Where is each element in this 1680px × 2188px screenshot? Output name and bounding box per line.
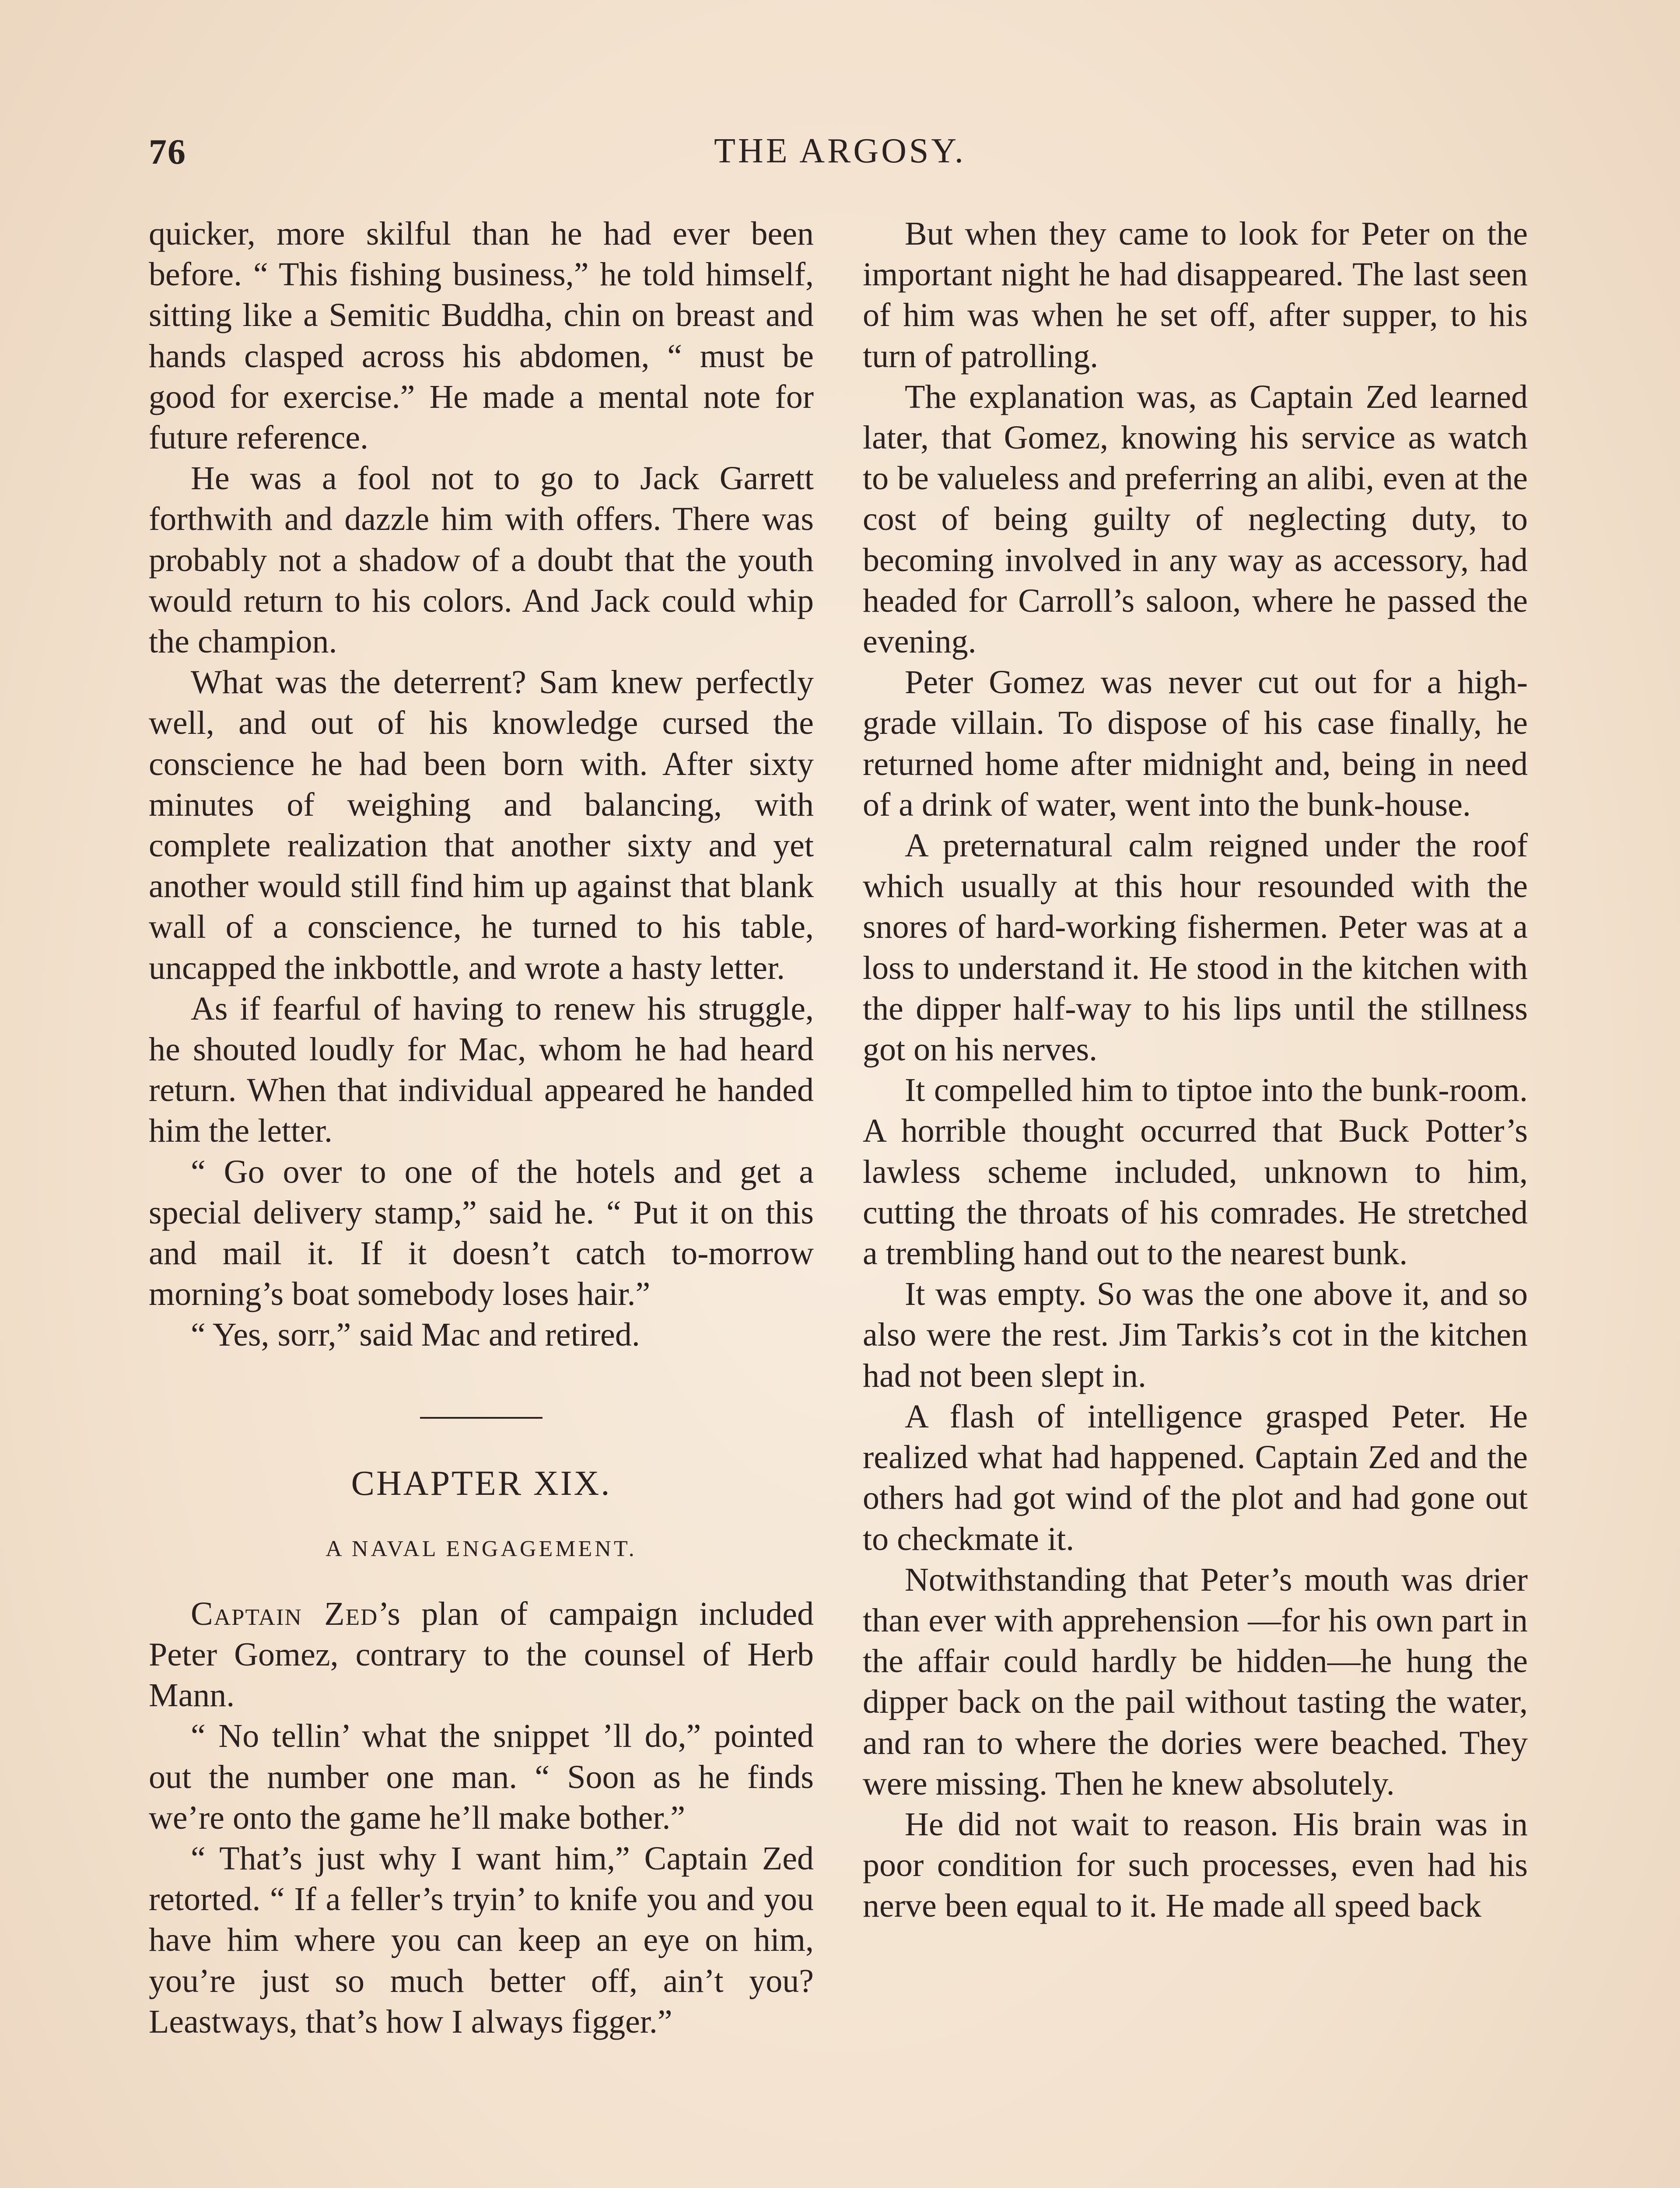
running-title: THE ARGOSY. (714, 132, 966, 170)
right-paragraph-1: But when they came to look for Peter on the important night he had disappeared. The last seen of him was when he set off, after supper, to his turn of patrolling. (863, 215, 1528, 375)
right-paragraph-9: He did not wait to reason. His brain was in poor condition for such processes, even had his nerve been equal to it. He made all speed back (863, 1806, 1528, 1925)
left-paragraph-1: quicker, more skilful than he had ever been before. “ This fishing business,” he told himself, sitting like a Semitic Buddha, chin on breast and hands clasped across his abdomen, “ must be good for exercise.” He made a mental note for future reference. (149, 215, 814, 456)
chapter-lead-words: Captain Zed (191, 1595, 378, 1632)
left-column (149, 214, 814, 2042)
page-header (149, 131, 1531, 179)
right-paragraph-7: A flash of intelligence grasped Peter. He realized what had happened. Captain Zed and the others had got wind of the plot and had gone out to checkmate it. (863, 1398, 1528, 1557)
chapter-title: CHAPTER XIX. (351, 1464, 612, 1503)
right-paragraph-5: It compelled him to tiptoe into the bunk-room. A horrible thought occurred that Buck Potter’s lawless scheme included, unknown to him, cutting the throats of his comrades. He stretched a trembling hand out to the nearest bunk. (863, 1072, 1528, 1272)
right-paragraph-3: Peter Gomez was never cut out for a high-grade villain. To dispose of his case finally, he returned home after midnight and, being in need of a drink of water, went into the bunk-house. (863, 664, 1528, 823)
right-paragraph-8: Notwithstanding that Peter’s mouth was drier than ever with apprehension —for his own part in the affair could hardly be hidden—he hung the dipper back on the pail without tasting the water, and ran to where the dories were beached. They were missing. Then he knew absolutely. (863, 1561, 1528, 1802)
left-paragraph-4: As if fearful of having to renew his struggle, he shouted loudly for Mac, whom he had heard return. When that individual appeared he handed him the letter. (149, 990, 814, 1150)
right-column (863, 214, 1528, 1927)
right-paragraph-2: The explanation was, as Captain Zed learned later, that Gomez, knowing his service as watch to be valueless and preferring an alibi, even at the cost of being guilty of neglecting duty, to becoming involved in any way as accessory, had headed for Carroll’s saloon, where he passed the evening. (863, 378, 1528, 660)
section-divider (420, 1417, 542, 1419)
left-paragraph-3: What was the deterrent? Sam knew perfectly well, and out of his knowledge cursed the conscience he had been born with. After sixty minutes of weighing and balancing, with complete realization that another sixty and yet another would still find him up against that blank wall of a conscience, he turned to his table, uncapped the inkbottle, and wrote a hasty letter. (149, 664, 814, 986)
chapter-subtitle: A NAVAL ENGAGEMENT. (326, 1536, 637, 1561)
left-paragraph-5: “ Go over to one of the hotels and get a special delivery stamp,” said he. “ Put it on this and mail it. If it doesn’t catch to-morrow morning’s boat somebody loses hair.” (149, 1153, 814, 1313)
left-paragraph-9: “ That’s just why I want him,” Captain Zed retorted. “ If a feller’s tryin’ to knife you and you have him where you can keep an eye on him, you’re just so much better off, ain’t you? Leastways, that’s how I always figger.” (149, 1840, 814, 2040)
left-paragraph-7 (149, 1594, 814, 1716)
right-paragraph-6: It was empty. So was the one above it, and so also were the rest. Jim Tarkis’s cot in the kitchen had not been slept in. (863, 1276, 1528, 1394)
page-number: 76 (149, 132, 186, 172)
left-paragraph-7-text: ’s plan of campaign included Peter Gomez, contrary to the counsel of Herb Mann. (149, 1595, 814, 1714)
right-paragraph-4: A preternatural calm reigned under the roof which usually at this hour resounded with the snores of hard-working fishermen. Peter was at a loss to understand it. He stood in the kitchen with the dipper half-way to his lips until the stillness got on his nerves. (863, 827, 1528, 1068)
left-paragraph-6: “ Yes, sorr,” said Mac and retired. (191, 1316, 640, 1353)
left-paragraph-8: “ No tellin’ what the snippet ’ll do,” pointed out the number one man. “ Soon as he finds we’re onto the game he’ll make bother.” (149, 1718, 814, 1836)
left-paragraph-2: He was a fool not to go to Jack Garrett forthwith and dazzle him with offers. There was probably not a shadow of a doubt that the youth would return to his colors. And Jack could whip the champion. (149, 460, 814, 660)
